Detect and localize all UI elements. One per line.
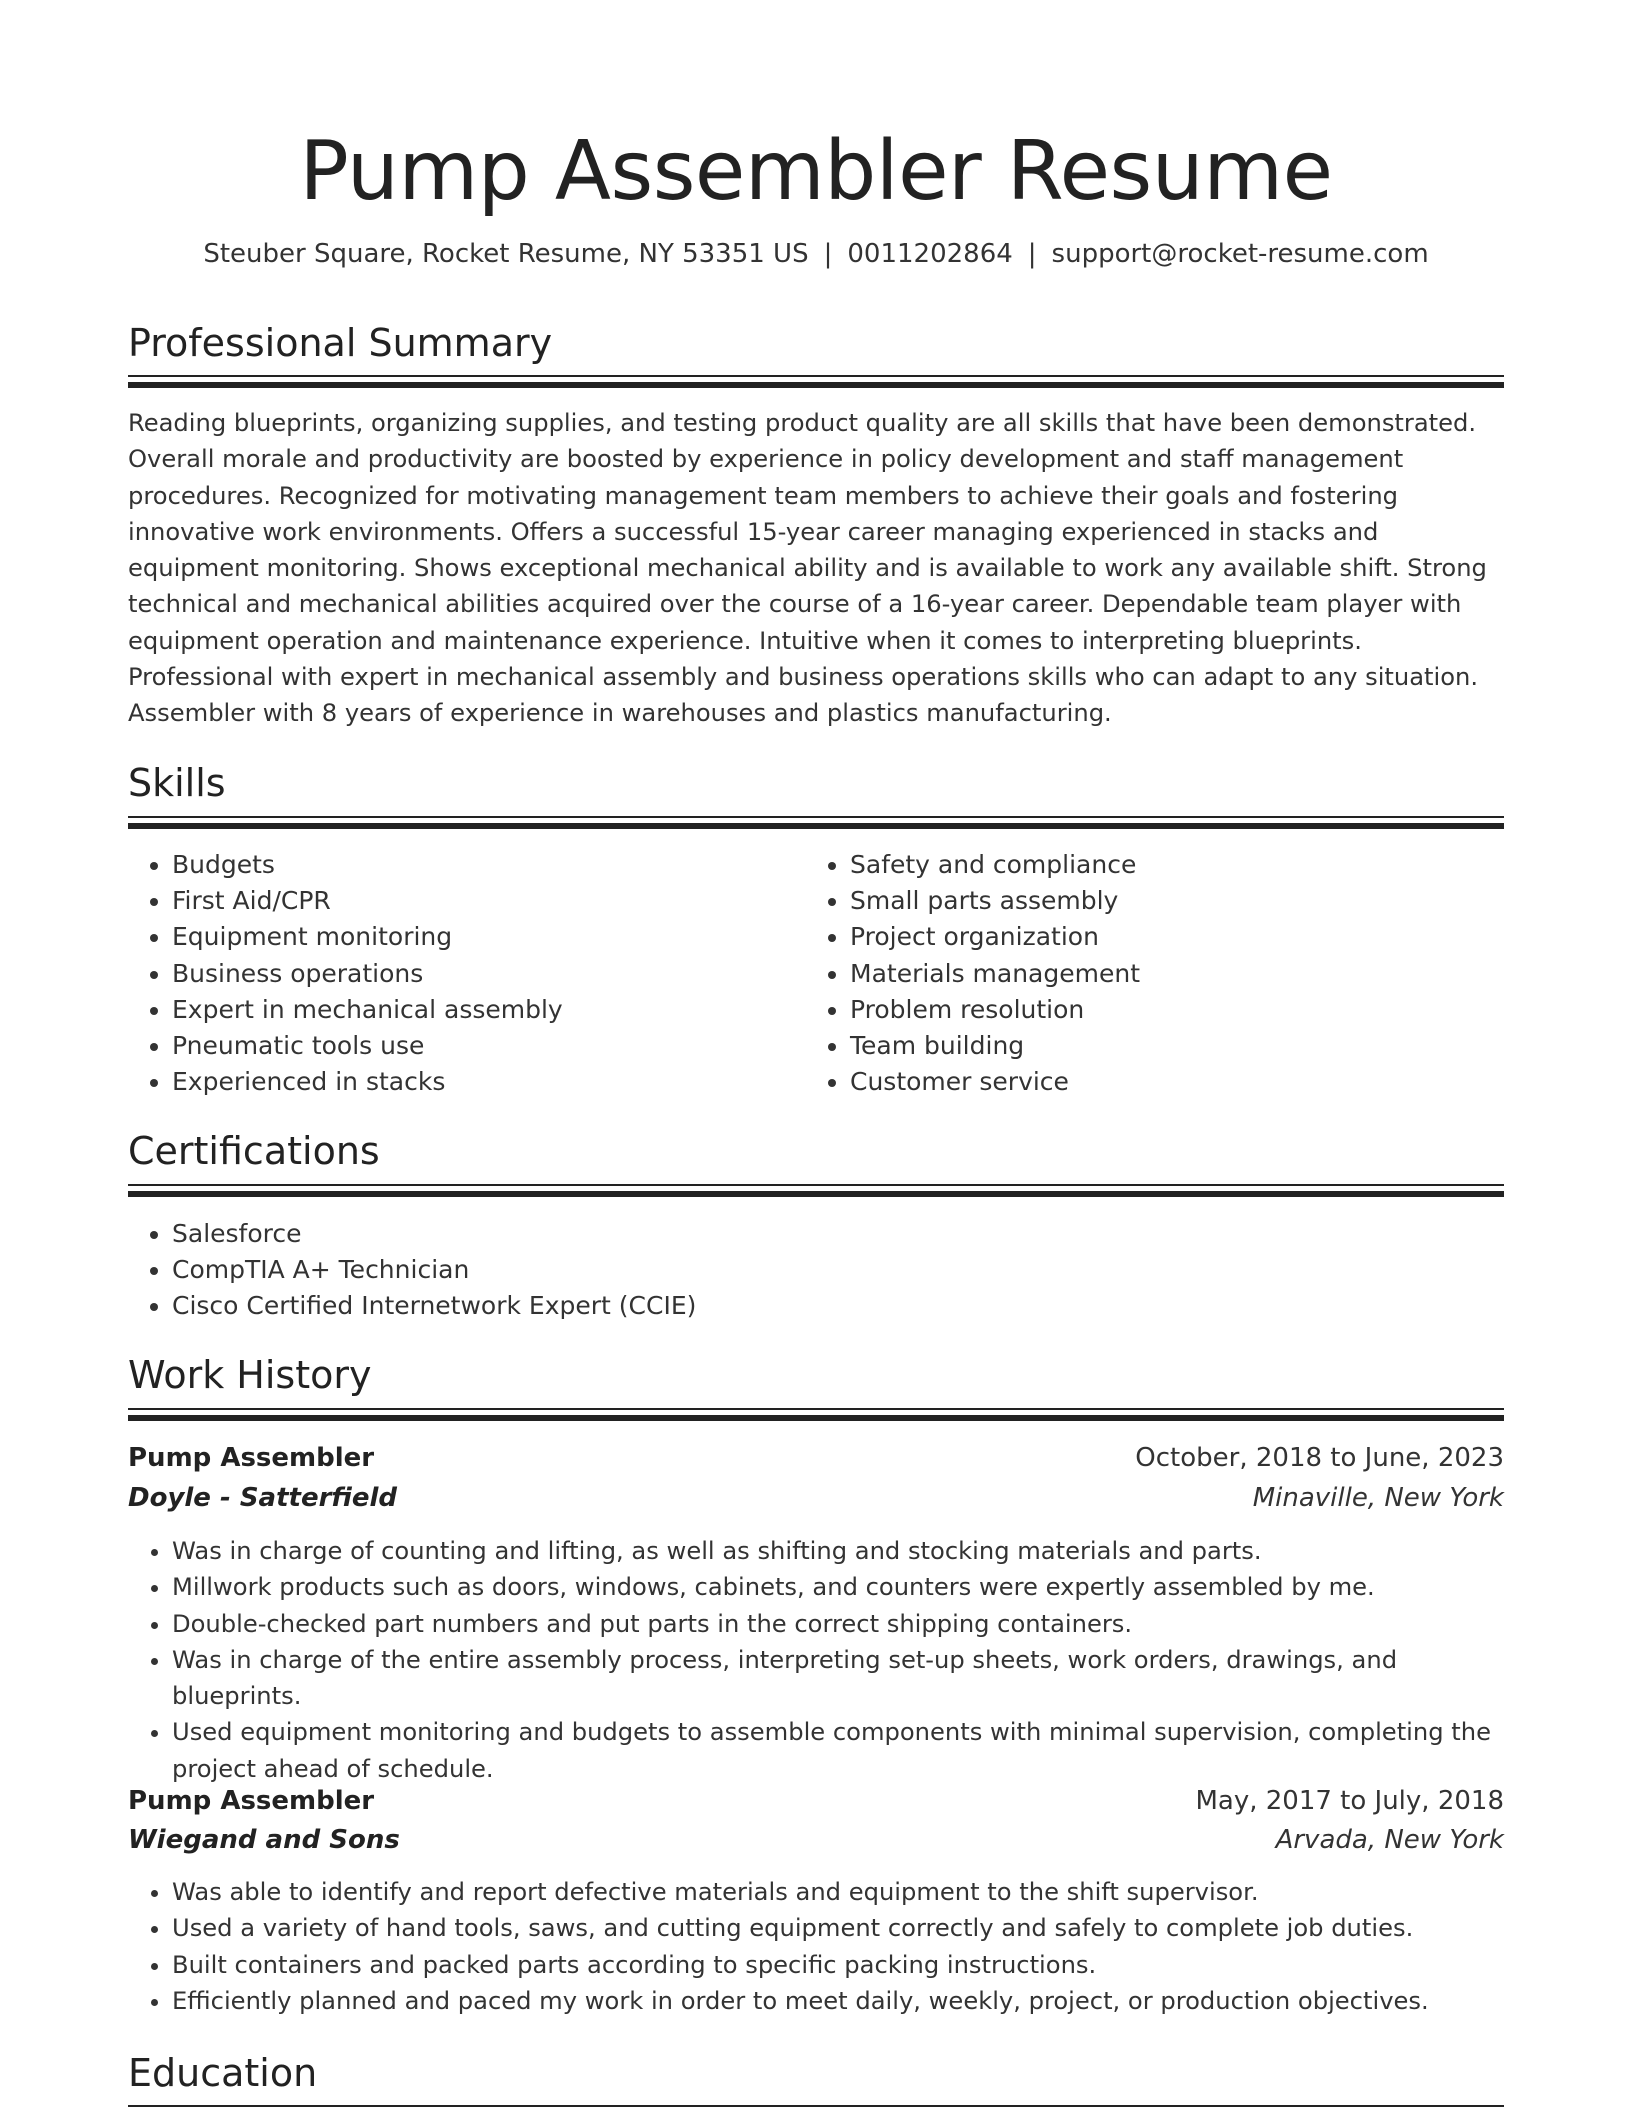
job-company: Doyle - Satterfield xyxy=(128,1483,398,1513)
job-duty-item: • Was in charge of the entire assembly process, interpreting set-up sheets, work orders, drawings, and blueprints. xyxy=(172,1642,1504,1715)
section-title-skills: Skills xyxy=(128,761,226,805)
section-divider xyxy=(128,816,1504,829)
contact-separator: | xyxy=(823,239,833,269)
summary-text: Reading blueprints, organizing supplies, and testing product quality are all skills that have been demonstrated. Overall morale and productivity are boosted by experience in policy development and staff management procedures. Recognized for motivating management team members to achieve their goals and fostering innovative work environments. Offers a successful 15-year career managing experienced in stacks and equipment monitoring. Shows exceptional mechanical ability and is available to work any available shift. Strong technical and mechanical abilities acquired over the course of a 16-year career. Dependable team player with equipment operation and maintenance experience. Intuitive when it comes to interpreting blueprints. Professional with expert in mechanical assembly and business operations skills who can adapt to any situation. Assembler with 8 years of experience in warehouses and plastics manufacturing. xyxy=(128,409,1487,728)
skills-list-right xyxy=(806,847,1490,1100)
contact-phone: 0011202864 xyxy=(847,239,1013,269)
resume-title: Pump Assembler Resume xyxy=(299,124,1333,219)
job-duty-item: • Built containers and packed parts according to specific packing instructions. xyxy=(172,1947,1504,1983)
section-title-education: Education xyxy=(128,2051,318,2095)
skill-item: • Expert in mechanical assembly xyxy=(172,992,812,1028)
job-title: Pump Assembler xyxy=(128,1443,375,1473)
skill-item: • Problem resolution xyxy=(850,992,1490,1028)
skill-item: • Pneumatic tools use xyxy=(172,1028,812,1064)
skill-item: • Budgets xyxy=(172,847,812,883)
section-divider xyxy=(128,2105,1504,2107)
certification-item: • CompTIA A+ Technician xyxy=(172,1252,1548,1288)
skill-item: • Experienced in stacks xyxy=(172,1064,812,1100)
job-duty-item: • Used equipment monitoring and budgets to assemble components with minimal supervision, completing the project ahead of schedule. xyxy=(172,1714,1504,1787)
certification-item: • Salesforce xyxy=(172,1216,1548,1252)
section-title-work-history: Work History xyxy=(128,1353,372,1397)
job-location: Minaville, New York xyxy=(1252,1483,1504,1513)
skill-item: • First Aid/CPR xyxy=(172,883,812,919)
contact-line xyxy=(128,236,1504,272)
section-divider xyxy=(128,375,1504,388)
job-duty-item: • Millwork products such as doors, windows, cabinets, and counters were expertly assembled by me. xyxy=(172,1569,1504,1605)
section-title-summary: Professional Summary xyxy=(128,321,553,365)
skill-item: • Project organization xyxy=(850,919,1490,955)
skill-item: • Materials management xyxy=(850,956,1490,992)
skills-list-left xyxy=(128,847,812,1100)
section-divider xyxy=(128,1184,1504,1197)
section-title-certifications: Certifications xyxy=(128,1129,380,1173)
skill-item: • Equipment monitoring xyxy=(172,919,812,955)
skill-item: • Small parts assembly xyxy=(850,883,1490,919)
job-duty-item: • Double-checked part numbers and put parts in the correct shipping containers. xyxy=(172,1606,1504,1642)
job-title: Pump Assembler xyxy=(128,1786,375,1816)
job-duties-list xyxy=(128,1533,1504,1787)
job-dates: October, 2018 to June, 2023 xyxy=(1135,1443,1504,1473)
job-location: Arvada, New York xyxy=(1275,1825,1504,1855)
job-duty-item: • Efficiently planned and paced my work in order to meet daily, weekly, project, or production objectives. xyxy=(172,1983,1504,2019)
job-company: Wiegand and Sons xyxy=(128,1825,400,1855)
job-duty-item: • Was able to identify and report defective materials and equipment to the shift supervisor. xyxy=(172,1874,1504,1910)
contact-separator: | xyxy=(1027,239,1037,269)
job-duty-item: • Was in charge of counting and lifting, as well as shifting and stocking materials and parts. xyxy=(172,1533,1504,1569)
section-divider xyxy=(128,1408,1504,1421)
skill-item: • Team building xyxy=(850,1028,1490,1064)
job-duty-item: • Used a variety of hand tools, saws, and cutting equipment correctly and safely to complete job duties. xyxy=(172,1910,1504,1946)
certifications-list xyxy=(128,1216,1548,1325)
job-dates: May, 2017 to July, 2018 xyxy=(1195,1786,1504,1816)
skill-item: • Customer service xyxy=(850,1064,1490,1100)
skill-item: • Business operations xyxy=(172,956,812,992)
job-duties-list xyxy=(128,1874,1504,2019)
certification-item: • Cisco Certified Internetwork Expert (CCIE) xyxy=(172,1288,1548,1324)
skill-item: • Safety and compliance xyxy=(850,847,1490,883)
contact-address: Steuber Square, Rocket Resume, NY 53351 US xyxy=(203,239,809,269)
contact-email[interactable]: support@rocket-resume.com xyxy=(1051,239,1429,269)
